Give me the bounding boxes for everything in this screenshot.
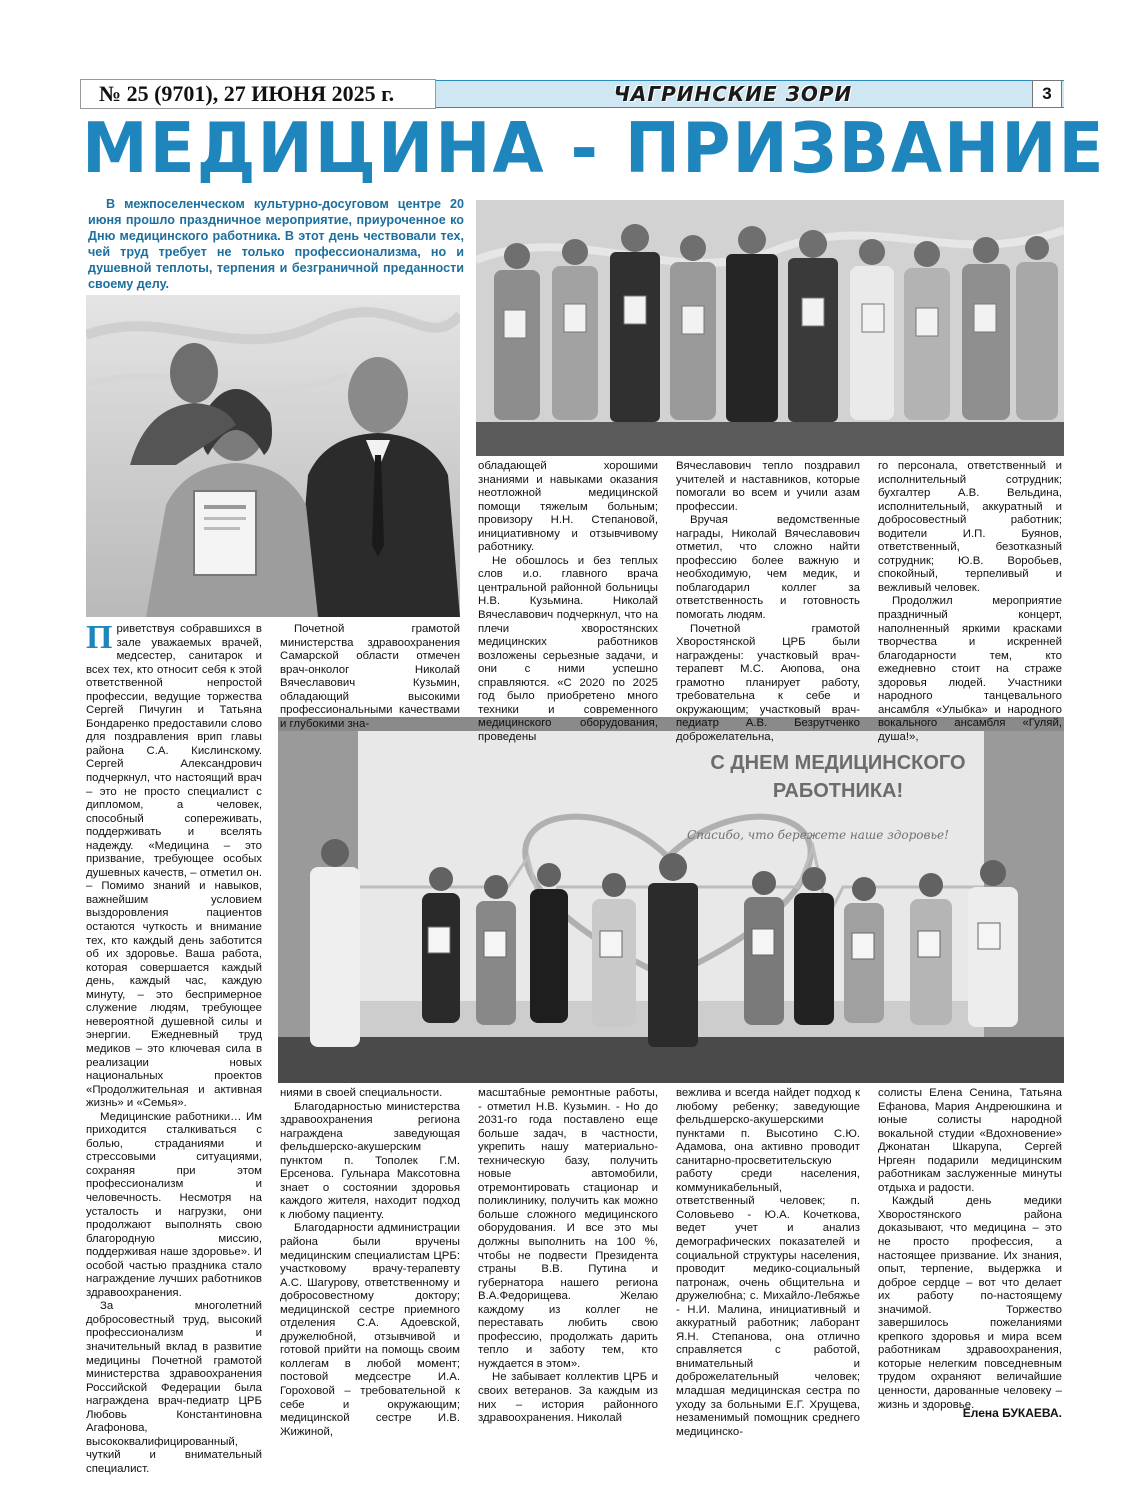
article-lead: В межпоселенческом культурно-досуговом центре 20 июня прошло праздничное мероприятие, приуроченное ко Дню медицинского работника. В этот день чествовали тех, чей труд требует не только профессионализма, но и душевной теплоты, терпения и безграничной преданности своему делу.: [88, 197, 464, 291]
paragraph: Продолжил мероприятие праздничный концерт, наполненный яркими красками творчества и искренней благодарности тем, кто ежедневно стоит на страже здоровья людей. Участники народного танцевального ансамбля «Улыбка» и народного вокального ансамбля «Гуляй, душа!»,: [878, 595, 1062, 743]
page-headline: МЕДИЦИНА - ПРИЗВАНИЕ: [82, 108, 1106, 189]
paragraph: го персонала, ответственный и исполнительный сотрудник; бухгалтер А.В. Вельдина, исполнительный, аккуратный и добросовестный работник; водители И.П. Буянов, ответственный, безотказный сотрудник; Ю.В. Воробьев, спокойный, терпеливый и вежливый человек.: [878, 460, 1062, 594]
column-2-bottom: [280, 1087, 460, 1439]
paragraph-text: риветствуя собравшихся в зале уважаемых врачей, медсестер, санитарок и всех тех, кто относит себя к этой ответственной непростой профессии, ведущие торжества Сергей Пичугин и Татьяна Бондаренко предоставили слово для поздравления врип главы района С.А. Кислинскому. Сергей Александрович подчеркнул, что настоящий врач – это не просто специалист с дипломом, а человек, способный сопереживать, поддерживать и вселять надежду. «Медицина – это призвание, требующее особых душевных качеств, – отметил он. – Помимо знаний и навыков, важнейшим условием выздоровления пациентов остаются чуткость и внимание тех, кто каждый день заботится об их здоровье. Ваша работа, которая совершается каждый день, каждый час, каждую минуту, – это беспримерное служение людям, требующее невероятной душевной силы и энергии. Ежедневный труд медиков – это ключевая сила в реализации новых национальных проектов «Продолжительная и активная жизнь» и «Семья».: [86, 623, 262, 1110]
paragraph: Почетной грамотой министерства здравоохранения Самарской области отмечен врач-онколог Николай Вячеславович Кузьмин, обладающий высокими профессиональными качествами и глубокими зна-: [280, 623, 460, 730]
paragraph: Благодарности администрации района были вручены медицинским специалистам ЦРБ: участковому врачу-терапевту А.С. Шагурову, ответственному и добросовестному доктору; медицинской сестре приемного отделения С.А. Адоевской, дружелюбной, отзывчивой и готовой прийти на помощь своим коллегам в любой момент; постовой медсестре И.А. Гороховой – требовательной к себе и окружающим; медицинской сестре И.В. Жижиной,: [280, 1222, 460, 1438]
paragraph: Медицинские работники… Им приходится сталкиваться с болью, страданиями и стрессовыми ситуациями, сохраняя при этом профессионализм и человечность. Несмотря на усталость и нагрузки, они продолжают выполнять свою благородную миссию, поддерживая наше здоровье». И особой частью праздника стало награждение лучших работников здравоохранения.: [86, 1110, 262, 1299]
issue-number: № 25 (9701), 27 ИЮНЯ 2025 г.: [80, 79, 436, 109]
paragraph: Не забывает коллектив ЦРБ и своих ветеранов. За каждым из них – история районного здравоохранения. Николай: [478, 1371, 658, 1425]
paragraph: Каждый день медики Хворостянского района доказывают, что медицина – это не просто профессия, а настоящее призвание. Их знания, опыт, терпение, выдержка и доброе сердце – вот что делает их работу по-настоящему значимой. Торжество завершилось пожеланиями крепкого здоровья и мира всем работникам здравоохранения, которые нелегким повседневным трудом охраняют величайшие ценности, дарованные человеку – жизнь и здоровье.: [878, 1195, 1062, 1411]
paragraph: солисты Елена Сенина, Татьяна Ефанова, Мария Андреюшкина и юные солисты народной вокальной студии «Вдохновение» Джонатан Шкарупа, Сергей Нргеян подарили медицинским работникам заслуженные минуты отдыха и радости.: [878, 1087, 1062, 1194]
column-5-bottom: [878, 1087, 1062, 1412]
newspaper-logo: ЧАГРИНСКИЕ ЗОРИ: [613, 82, 853, 106]
photo-stage-group: [278, 717, 1064, 1083]
column-1: [86, 619, 262, 1476]
page-number: 3: [1032, 80, 1062, 108]
paragraph: Вячеславович тепло поздравил учителей и наставников, которые помогали во всем и учили азам профессии.: [676, 460, 860, 513]
column-3-top: [478, 460, 658, 744]
paragraph: вежлива и всегда найдет подход к любому ребенку; заведующие фельдшерско-акушерскими пунктами п. Высотино С.Ю. Адамова, она активно проводит санитарно-просветительскую работу среди населения, коммуникабельный, ответственный человек; п. Соловьево - Ю.А. Кочеткова, ведет учет и анализ демографических показателей и социальной структуры населения, проводит медико-социальный патронаж, очень общительна и дружелюбна; с. Михайло-Лебяжье - Н.И. Малина, инициативный и аккуратный работник; лаборант Я.Н. Степанова, она отлично справляется с работой, внимательный и доброжелательный человек; младшая медицинская сестра по уходу за больными Е.Г. Хрущева, незаменимый помощник среднего медицинско-: [676, 1087, 860, 1438]
column-4-top: [676, 460, 860, 744]
paragraph: масштабные ремонтные работы, - отметил Н.В. Кузьмин. - Но до 2031-го года поставлено еще больше задач, в частности, укрепить нашу материально-техническую базу, получить новые автомобили, отремонтировать стационар и поликлинику, получить как можно больше сложного медицинского оборудования. И все это мы должны выполнить на 100 %, чтобы не подвести Президента страны В.В. Путина и губернатора нашего региона В.А.Федорищева. Желаю каждому из коллег не переставать любить свою профессию, продолжать дарить тепло и заботу тем, кто нуждается в этом».: [478, 1087, 658, 1370]
banner-line2: РАБОТНИКА!: [772, 780, 904, 802]
paragraph: Вручая ведомственные награды, Николай Вячеславович отметил, что сложно найти профессию более важную и необходимую, чем медик, и поблагодарил коллег за ответственность и готовность помогать людям.: [676, 514, 860, 622]
banner-line1: С ДНЕМ МЕДИЦИНСКОГО: [710, 752, 966, 774]
column-5-top: [878, 460, 1062, 744]
paragraph: ниями в своей специальности.: [280, 1087, 443, 1099]
paragraph: За многолетний добросовестный труд, высокий профессионализм и значительный вклад в развитие медицины Почетной грамотой министерства здравоохранения Российской Федерации была награждена врач-педиатр ЦРБ Любовь Константиновна Агафонова, высококвалифицированный, чуткий и внимательный специалист.: [86, 1300, 262, 1475]
photo-award-portrait: [86, 295, 460, 617]
column-3-bottom: [478, 1087, 658, 1426]
paragraph: [86, 619, 262, 1111]
paragraph: обладающей хорошими знаниями и навыками оказания неотложной медицинской помощи тяжелым больным; провизору Н.Н. Степановой, инициативному и отзывчивому работнику.: [478, 460, 658, 554]
paragraph: Благодарностью министерства здравоохранения региона награждена заведующая фельдшерско-акушерским пунктом п. Тополек Г.М. Ерсенова. Гульнара Максотовна знает о состоянии здоровья каждого жителя, находит подход к любому пациенту.: [280, 1100, 460, 1221]
paragraph: Почетной грамотой Хворостянской ЦРБ были награждены: участковый врач-терапевт М.С. Аюпова, она грамотно планирует работу, требовательна к себе и окружающим; участковый врач-педиатр А.В. Безрутченко доброжелательна,: [676, 622, 860, 743]
author-byline: Елена БУКАЕВА.: [962, 1406, 1062, 1420]
banner-script: Спасибо, что бережете наше здоровье!: [687, 828, 949, 842]
photo-group-awardees: [476, 200, 1064, 456]
column-2-top: [280, 623, 460, 731]
column-4-bottom: [676, 1087, 860, 1439]
paragraph: Не обошлось и без теплых слов и.о. главного врача центральной районной больницы Н.В. Кузьмина. Николай Вячеславович подчеркнул, что на плечи хворостянских медицинских работников возложены серьезные задачи, и они с ними успешно справляются. «С 2020 по 2025 год было приобретено много техники и современного медицинского оборудования, проведены: [478, 554, 658, 743]
drop-cap: П: [86, 619, 113, 656]
